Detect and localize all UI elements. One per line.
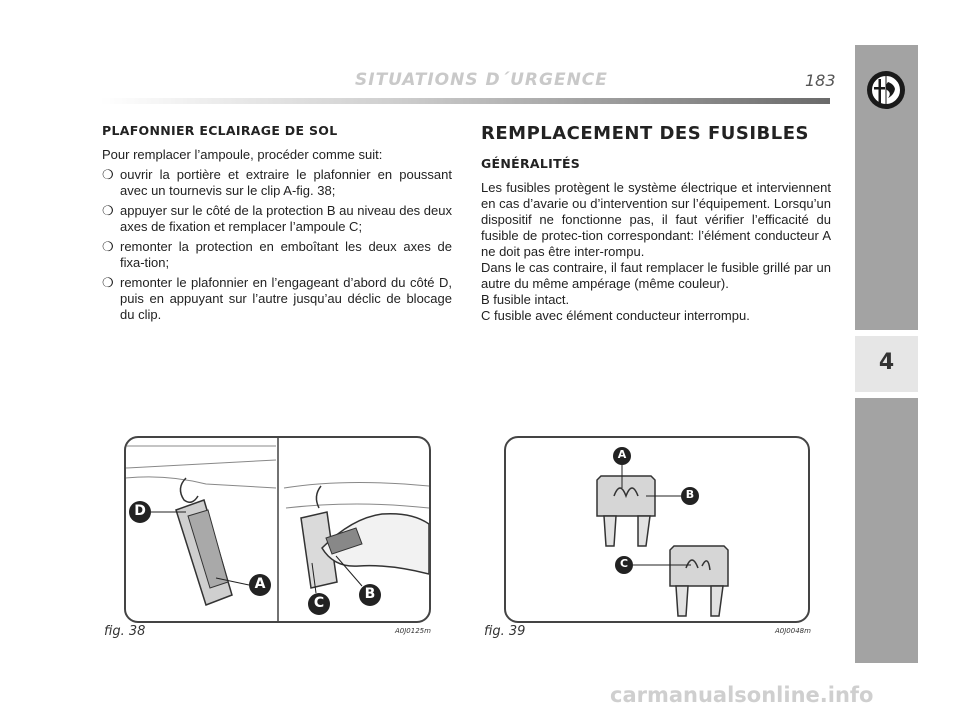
figure-38-image <box>124 436 431 623</box>
chapter-tab[interactable] <box>855 336 918 392</box>
list-item <box>102 167 452 199</box>
bullet-icon: ❍ <box>102 167 114 182</box>
list-item <box>102 239 452 271</box>
figure-39-caption: fig. 39 <box>484 624 526 639</box>
list-item <box>102 275 452 323</box>
right-column <box>481 123 831 328</box>
steps-list <box>102 167 452 323</box>
step-text: ouvrir la portière et extraire le plafonnier en poussant avec un tournevis sur le clip A-fig. 38; <box>120 167 452 198</box>
figure-38-code: A0J0125m <box>395 627 431 635</box>
bullet-icon: ❍ <box>102 203 114 218</box>
callout-label-c: C <box>619 557 629 570</box>
left-column <box>102 123 452 327</box>
callout-label-b: B <box>685 488 695 501</box>
step-text: appuyer sur le côté de la protection B au niveau des deux axes de fixation et remplacer l’ampoule C; <box>120 203 452 234</box>
header-rule <box>100 98 830 104</box>
list-item <box>102 203 452 235</box>
paragraph: C fusible avec élément conducteur interrompu. <box>481 308 750 323</box>
page-header-title: SITUATIONS D´URGENCE <box>355 70 608 90</box>
step-text: remonter la protection en emboîtant les deux axes de fixa-tion; <box>120 239 452 270</box>
bullet-icon: ❍ <box>102 275 114 290</box>
watermark-text: carmanualsonline.info <box>610 683 874 707</box>
chapter-number: 4 <box>878 350 895 375</box>
section-heading: PLAFONNIER ECLAIRAGE DE SOL <box>102 123 338 138</box>
bullet-icon: ❍ <box>102 239 114 254</box>
callout-label-d: D <box>134 503 146 519</box>
section-heading: REMPLACEMENT DES FUSIBLES <box>481 123 809 144</box>
callout-label-a: A <box>254 576 266 592</box>
figure-39-callouts <box>506 438 808 621</box>
paragraph: B fusible intact. <box>481 292 570 307</box>
callout-label-b: B <box>364 586 376 602</box>
sidebar-divider <box>855 392 918 398</box>
figure-38-caption: fig. 38 <box>104 624 146 639</box>
step-text: remonter le plafonnier en l’engageant d’abord du côté D, puis en appuyant sur l’autre jusqu’au déclic de blocage du clip. <box>120 275 452 322</box>
intro-text: Pour remplacer l’ampoule, procéder comme suit: <box>102 147 383 162</box>
alfa-romeo-logo-icon <box>866 70 906 110</box>
paragraph: Dans le cas contraire, il faut remplacer le fusible grillé par un autre du même ampérage (même couleur). <box>481 260 831 291</box>
callout-label-c: C <box>313 595 325 611</box>
page-number: 183 <box>805 71 836 90</box>
figure-39-code: A0J0048m <box>775 627 811 635</box>
subsection-heading: GÉNÉRALITÉS <box>481 156 581 171</box>
figure-39-image <box>504 436 810 623</box>
figure-38-callouts <box>126 438 429 621</box>
paragraph: Les fusibles protègent le système électrique et interviennent en cas d’avarie ou d’intervention sur l’équipement. Lorsqu’un dispositif ne fonctionne pas, il faut vérifier l’efficacité du fusible de protec-tion correspondant: l’élément conducteur A ne doit pas être inter-rompu. <box>481 180 831 259</box>
callout-label-a: A <box>617 448 627 461</box>
